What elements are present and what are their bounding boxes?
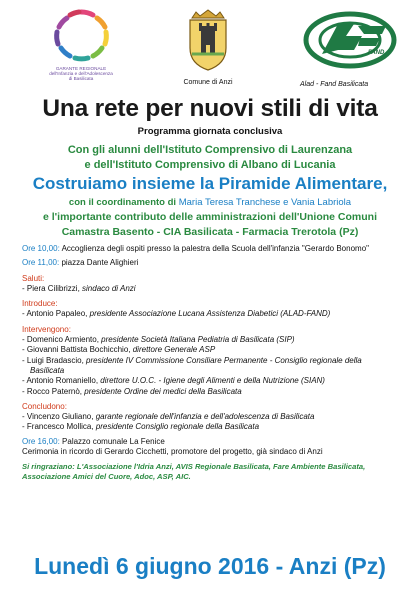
schedule-text: Palazzo comunale La Fenice bbox=[62, 436, 165, 446]
speaker-role: direttore Generale ASP bbox=[132, 345, 216, 355]
schedule-text: Accoglienza degli ospiti presso la palestra della Scuola dell'infanzia "Gerardo Bonomo" bbox=[61, 244, 369, 253]
speaker-role: presidente Consiglio regionale della Basilicata bbox=[95, 422, 260, 432]
logo-bar bbox=[0, 0, 420, 96]
garante-caption-1: GARANTE REGIONALE bbox=[55, 66, 107, 71]
speaker-name: - Antonio Papaleo, bbox=[22, 309, 88, 319]
contribution-line-1: e l'importante contributo delle amministrazioni dell'Unione Comuni bbox=[42, 211, 378, 223]
speaker-name: - Piera Cilibrizzi, bbox=[22, 283, 80, 293]
school-line-1: Con gli alunni dell'Istituto Comprensivo di Laurenzana bbox=[67, 144, 353, 156]
garante-logo bbox=[36, 6, 126, 90]
coat-of-arms-icon bbox=[186, 8, 230, 72]
speaker-role: direttore U.O.C. - Igiene degli Alimenti e della Nutrizione (SIAN) bbox=[100, 376, 325, 386]
speaker-name: - Rocco Paternò, bbox=[22, 386, 83, 396]
speaker-row bbox=[22, 284, 402, 294]
speaker-row bbox=[22, 387, 402, 397]
alad-fand-logo bbox=[298, 10, 410, 92]
speaker-row bbox=[22, 422, 402, 432]
ceremony-text: Cerimonia in ricordo di Gerardo Cicchetti, promotore del progetto, già sindaco di Anzi bbox=[22, 447, 323, 457]
speaker-role: presidente Ordine dei medici della Basilicata bbox=[84, 386, 242, 396]
speaker-name: - Domenico Armiento, bbox=[22, 335, 99, 345]
schedule-16 bbox=[22, 437, 402, 447]
speaker-row bbox=[22, 345, 402, 355]
alad-fand-caption: Alad - Fand Basilicata bbox=[300, 81, 369, 88]
speaker-row bbox=[22, 376, 402, 386]
coordination-line bbox=[0, 197, 420, 208]
speaker-role: presidente Società Italiana Pediatria di Basilicata (SIP) bbox=[101, 335, 295, 345]
section-intervengono: Intervengono: bbox=[22, 324, 71, 334]
thanks-line-1: Si ringraziano: L'Associazione l'Idria Anzi, AVIS Regionale Basilicata, Fare Ambiente Basilicata, bbox=[22, 462, 366, 472]
coordination-prefix: con il coordinamento di bbox=[68, 197, 177, 208]
subtitle: Programma giornata conclusiva bbox=[137, 126, 283, 137]
pyramid-heading: Costruiamo insieme la Piramide Alimentare, bbox=[32, 174, 388, 193]
speaker-row bbox=[22, 335, 402, 345]
comune-caption: Comune di Anzi bbox=[183, 79, 233, 86]
fand-badge: FAND bbox=[368, 50, 385, 56]
speaker-row bbox=[22, 356, 402, 366]
garante-caption-2: dell'Infanzia e dell'Adolescenza bbox=[49, 71, 113, 76]
event-date: Lunedì 6 giugno 2016 - Anzi (Pz) bbox=[34, 553, 386, 579]
speaker-role: sindaco di Anzi bbox=[82, 283, 136, 293]
section-introduce: Introduce: bbox=[22, 299, 58, 309]
section-concludono: Concludono: bbox=[22, 401, 67, 411]
schedule-text: piazza Dante Alighieri bbox=[61, 258, 139, 268]
speaker-name: - Luigi Bradascio, bbox=[22, 355, 84, 365]
speaker-role: presidente Associazione Lucana Assistenza Diabetici (ALAD-FAND) bbox=[89, 309, 331, 319]
alad-fand-emblem-icon bbox=[298, 10, 406, 76]
time-label: Ore 10,00: bbox=[22, 244, 60, 253]
schedule-10 bbox=[22, 244, 402, 254]
contribution-line-2: Camastra Basento - CIA Basilicata - Farmacia Trerotola (Pz) bbox=[61, 226, 359, 238]
speaker-row bbox=[22, 309, 402, 319]
comune-logo bbox=[168, 8, 248, 88]
coordination-names: Maria Teresa Tranchese e Vania Labriola bbox=[178, 197, 352, 208]
program-body bbox=[22, 244, 402, 482]
speaker-role: Basilicata bbox=[30, 365, 65, 375]
speaker-name: - Vincenzo Giuliano, bbox=[22, 412, 94, 422]
speaker-name: - Francesco Mollica, bbox=[22, 422, 94, 432]
speaker-role: garante regionale dell'infanzia e dell'adolescenza di Basilicata bbox=[95, 412, 315, 422]
speaker-row bbox=[22, 412, 402, 422]
section-saluti: Saluti: bbox=[22, 273, 45, 283]
thanks-line-2: Associazione Amici del Cuore, Adoc, ASP, AIC. bbox=[22, 471, 191, 481]
time-label: Ore 16,00: bbox=[22, 436, 60, 446]
speaker-role: presidente IV Commissione Consiliare Permanente - Consiglio regionale della bbox=[86, 355, 362, 365]
speaker-name: - Antonio Romaniello, bbox=[22, 376, 99, 386]
time-label: Ore 11,00: bbox=[22, 258, 60, 268]
schedule-11 bbox=[22, 258, 402, 268]
speaker-name: - Giovanni Battista Bochicchio, bbox=[22, 345, 131, 355]
speaker-row-continued bbox=[22, 366, 402, 376]
thanks-block bbox=[22, 462, 402, 481]
main-title: Una rete per nuovi stili di vita bbox=[42, 95, 378, 122]
school-line-2: e dell'Istituto Comprensivo di Albano di Lucania bbox=[84, 159, 336, 171]
garante-caption-3: di Basilicata bbox=[68, 76, 94, 81]
hands-circle-icon bbox=[48, 6, 114, 64]
